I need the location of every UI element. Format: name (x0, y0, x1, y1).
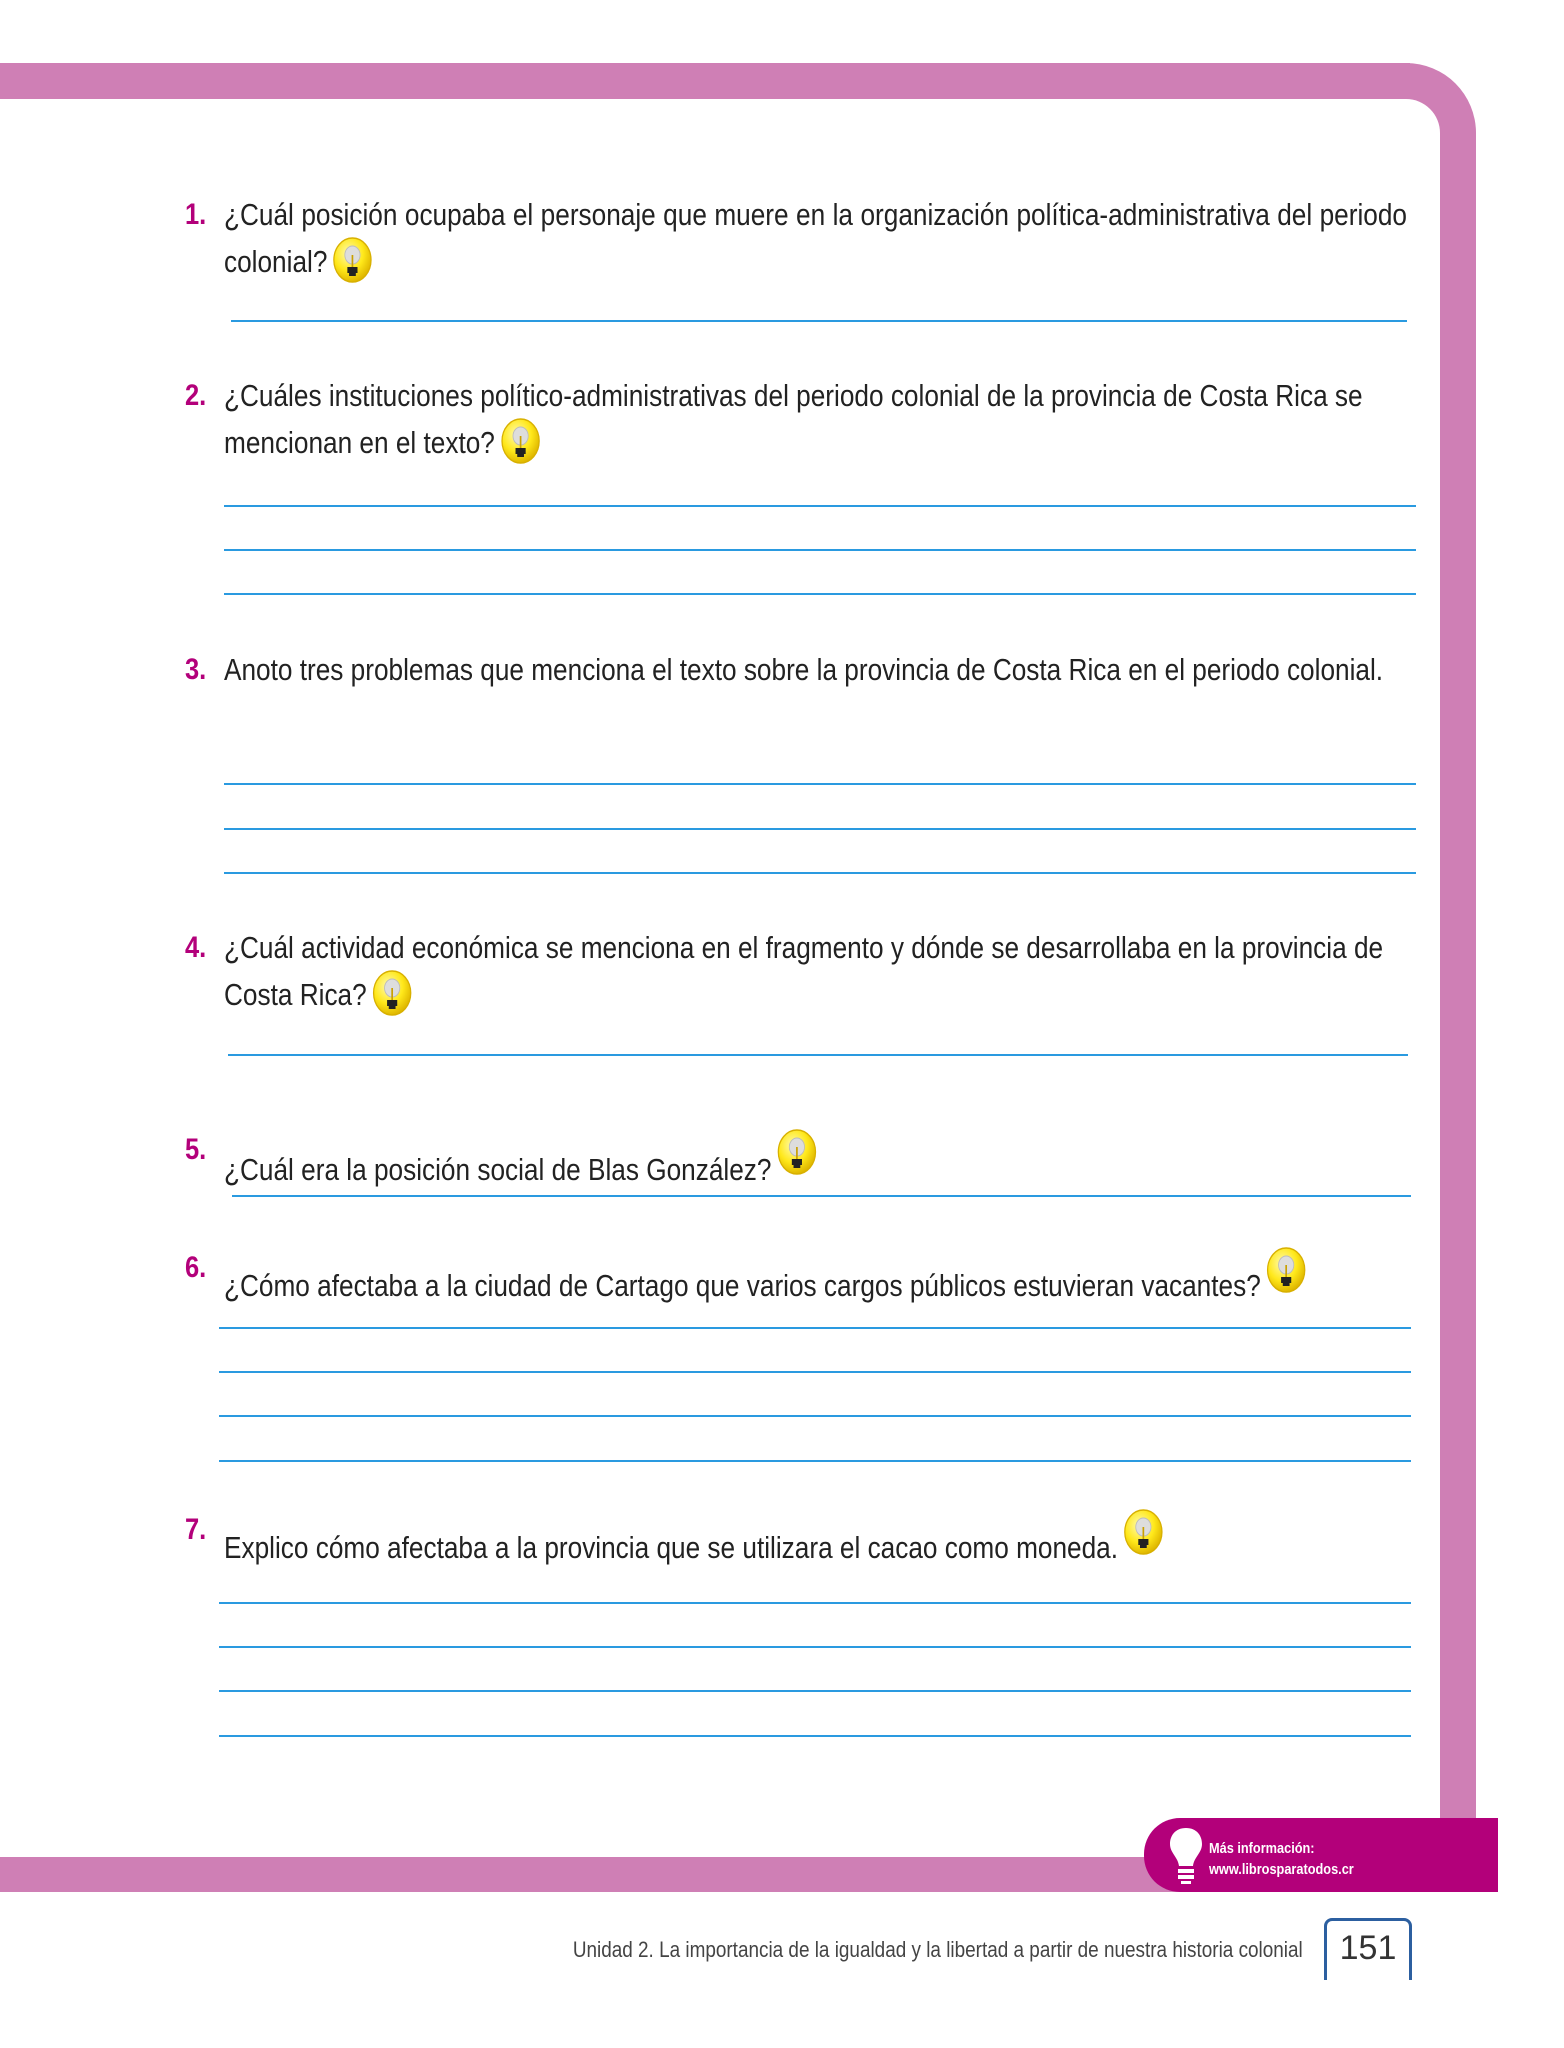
answer-line[interactable] (232, 1195, 1411, 1197)
lightbulb-hint-icon (332, 236, 373, 284)
lightbulb-icon (1168, 1826, 1204, 1886)
question-number: 3. (185, 653, 207, 686)
unit-title: Unidad 2. La importancia de la igualdad y la libertad a partir de nuestra historia colonial (573, 1937, 1303, 1962)
answer-line[interactable] (219, 1460, 1411, 1462)
question-text: ¿Cómo afectaba a la ciudad de Cartago que varios cargos públicos estuvieran vacantes? (224, 1246, 1407, 1307)
answer-line[interactable] (228, 1054, 1408, 1056)
answer-line[interactable] (224, 505, 1416, 507)
answer-line[interactable] (224, 593, 1416, 595)
answer-line[interactable] (224, 828, 1416, 830)
frame-right-band (1440, 150, 1476, 1850)
lightbulb-hint-icon (777, 1128, 818, 1176)
answer-line[interactable] (219, 1415, 1411, 1417)
answer-line[interactable] (224, 783, 1416, 785)
frame-bottom-band (0, 1857, 1200, 1892)
question-number: 4. (185, 931, 207, 964)
answer-line[interactable] (219, 1327, 1411, 1329)
answer-line[interactable] (219, 1646, 1411, 1648)
question-text: Anoto tres problemas que menciona el texto sobre la provincia de Costa Rica en el periodo colonial. (224, 652, 1384, 687)
question-number: 6. (185, 1251, 207, 1284)
answer-line[interactable] (219, 1690, 1411, 1692)
lightbulb-hint-icon (372, 969, 413, 1017)
lightbulb-hint-icon (1266, 1246, 1307, 1294)
lightbulb-hint-icon (1123, 1508, 1164, 1556)
frame-corner (1376, 63, 1476, 163)
answer-line[interactable] (219, 1735, 1411, 1737)
more-info-link[interactable]: www.librosparatodos.cr (1209, 1861, 1354, 1878)
question-number: 1. (185, 198, 207, 231)
page-number: 151 (1324, 1918, 1412, 1980)
answer-line[interactable] (219, 1371, 1411, 1373)
answer-line[interactable] (219, 1602, 1411, 1604)
question-text: ¿Cuáles instituciones político-administrativas del periodo colonial de la provincia de Costa Rica se mencionan en el texto? (224, 374, 1407, 465)
more-info-tag (1144, 1818, 1498, 1892)
question-text: ¿Cuál era la posición social de Blas González? (224, 1128, 1407, 1191)
answer-line[interactable] (231, 320, 1407, 322)
lightbulb-hint-icon (500, 417, 541, 465)
question-text: Explico cómo afectaba a la provincia que se utilizara el cacao como moneda. (224, 1508, 1407, 1569)
question-text: ¿Cuál actividad económica se menciona en el fragmento y dónde se desarrollaba en la provincia de Costa Rica? (224, 926, 1407, 1017)
frame-top-band (0, 63, 1410, 99)
question-text: ¿Cuál posición ocupaba el personaje que muere en la organización política-administrativa del periodo colonial? (224, 193, 1407, 284)
question-number: 5. (185, 1133, 207, 1166)
answer-line[interactable] (224, 549, 1416, 551)
question-number: 7. (185, 1513, 207, 1546)
question-number: 2. (185, 379, 207, 412)
answer-line[interactable] (224, 872, 1416, 874)
more-info-label: Más información: (1209, 1840, 1315, 1857)
